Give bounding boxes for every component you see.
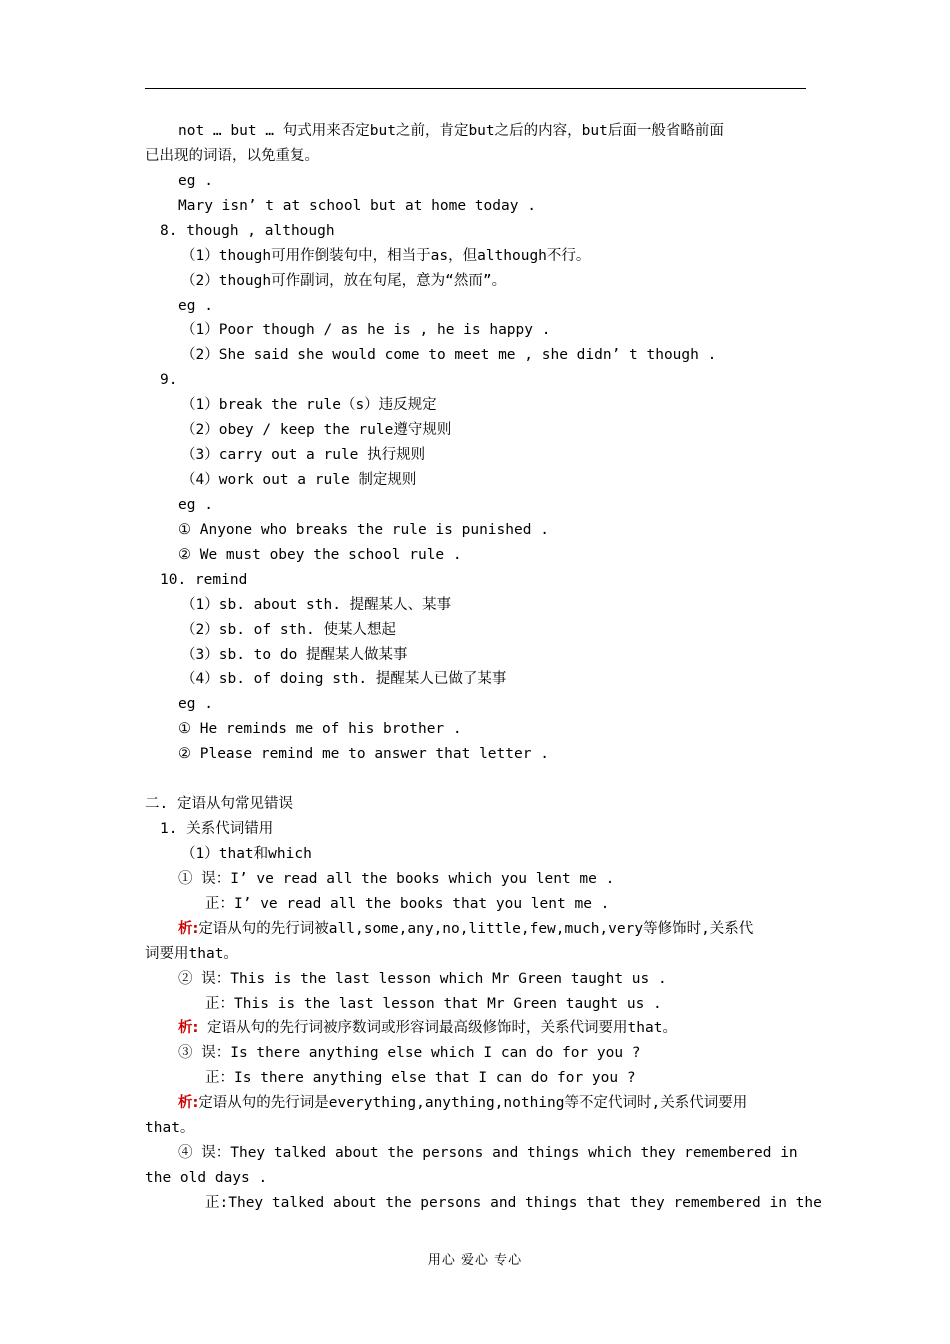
line-text: eg . — [178, 696, 213, 713]
line-text: 1. 关系代词错用 — [160, 821, 274, 838]
analysis-marker: 析: — [178, 1095, 199, 1112]
line-text: eg . — [178, 172, 213, 189]
line-text: （2）sb. of sth. 使某人想起 — [181, 621, 396, 638]
line-text: eg . — [178, 496, 213, 513]
text-line — [145, 396, 842, 415]
line-text: （2）though可作副词，放在句尾，意为“然而”。 — [181, 272, 507, 289]
line-text: ① He reminds me of his brother . — [178, 721, 462, 738]
text-line — [145, 646, 842, 665]
text-line — [145, 122, 839, 141]
line-text: （1）that和which — [181, 845, 312, 862]
text-line — [145, 670, 842, 689]
text-line — [145, 695, 839, 714]
analysis-marker: 析: — [178, 1020, 199, 1037]
text-line — [145, 621, 842, 640]
text-line — [145, 297, 839, 316]
line-text: （4）sb. of doing sth. 提醒某人已做了某事 — [181, 671, 507, 688]
text-line — [145, 1094, 839, 1113]
text-line — [145, 770, 806, 789]
text-line — [145, 895, 866, 914]
line-text: 定语从句的先行词被序数词或形容词最高级修饰时，关系代词要用that。 — [198, 1020, 677, 1037]
line-text: Mary isn’ t at school but at home today . — [178, 197, 536, 214]
text-line — [145, 172, 839, 191]
text-line — [145, 1144, 839, 1163]
text-line — [145, 247, 842, 266]
line-text: 10. remind — [160, 571, 248, 588]
text-line — [145, 147, 806, 166]
line-text: the old days . — [145, 1170, 268, 1187]
line-text: （3）carry out a rule 执行规则 — [181, 447, 426, 464]
line-text: 正:They talked about the persons and things that they remembered in the — [205, 1194, 822, 1211]
page-footer: 用心 爱心 专心 — [427, 1253, 523, 1268]
text-line — [145, 1019, 839, 1038]
text-line — [145, 571, 821, 590]
text-line — [145, 1169, 806, 1188]
text-line — [145, 446, 842, 465]
line-text: 已出现的词语，以免重复。 — [145, 147, 319, 164]
text-line — [145, 346, 842, 365]
text-line — [145, 321, 842, 340]
header-rule — [145, 88, 806, 89]
line-text: ② Please remind me to answer that letter . — [178, 746, 549, 763]
text-line — [145, 870, 839, 889]
text-line — [145, 222, 821, 241]
line-text: ① 误：I’ ve read all the books which you lent me . — [178, 870, 615, 887]
text-line — [145, 1044, 839, 1063]
line-text: 正：I’ ve read all the books that you lent me . — [205, 895, 610, 912]
text-line — [145, 970, 839, 989]
text-line — [145, 496, 839, 515]
text-line — [145, 795, 806, 814]
text-line — [145, 371, 821, 390]
line-text: ① Anyone who breaks the rule is punished . — [178, 521, 549, 538]
line-text: （2）obey / keep the rule遵守规则 — [181, 422, 452, 439]
text-line — [145, 945, 806, 964]
text-line — [145, 197, 839, 216]
text-line — [145, 521, 839, 540]
text-line — [145, 546, 839, 565]
line-text: 8. though , although — [160, 222, 335, 239]
line-text: 二. 定语从句常见错误 — [145, 796, 293, 813]
text-line — [145, 745, 839, 764]
text-line — [145, 272, 842, 291]
text-line — [145, 995, 866, 1014]
line-text: （3）sb. to do 提醒某人做某事 — [181, 646, 408, 663]
line-text: （1）Poor though / as he is , he is happy . — [181, 322, 551, 339]
text-line — [145, 920, 839, 939]
line-text: 9. — [160, 372, 178, 389]
text-line — [145, 421, 842, 440]
line-text: （1）sb. about sth. 提醒某人、某事 — [181, 596, 452, 613]
line-text: 正：Is there anything else that I can do for you ? — [205, 1070, 636, 1087]
text-line — [145, 1069, 866, 1088]
line-text: （4）work out a rule 制定规则 — [181, 472, 417, 489]
text-line — [145, 845, 842, 864]
line-text: not … but … 句式用来否定but之前，肯定but之后的内容，but后面一般省略前面 — [178, 123, 724, 139]
text-line — [145, 1194, 866, 1213]
line-text: （1）break the rule（s）违反规定 — [181, 397, 437, 414]
text-line — [145, 596, 842, 615]
text-line — [145, 471, 842, 490]
line-text: eg . — [178, 297, 213, 314]
line-text: （1）though可用作倒装句中，相当于as，但although不行。 — [181, 247, 591, 264]
line-text: 正：This is the last lesson that Mr Green taught us . — [205, 995, 662, 1012]
line-text: 定语从句的先行词是everything,anything,nothing等不定代词时,关系代词要用 — [198, 1095, 748, 1112]
text-line — [145, 1119, 806, 1138]
analysis-marker: 析: — [178, 920, 199, 937]
text-line — [145, 720, 839, 739]
line-text: ③ 误：Is there anything else which I can do for you ? — [178, 1045, 641, 1062]
line-text: 定语从句的先行词被all,some,any,no,little,few,much,very等修饰时,关系代 — [198, 920, 754, 937]
text-line — [145, 820, 821, 839]
line-text: ② 误：This is the last lesson which Mr Green taught us . — [178, 970, 667, 987]
line-text: ④ 误：They talked about the persons and things which they remembered in — [178, 1145, 798, 1162]
line-text: ② We must obey the school rule . — [178, 546, 462, 563]
line-text: （2）She said she would come to meet me , she didn’ t though . — [181, 347, 717, 364]
line-text: 词要用that。 — [145, 945, 238, 962]
line-text: that。 — [145, 1120, 195, 1137]
